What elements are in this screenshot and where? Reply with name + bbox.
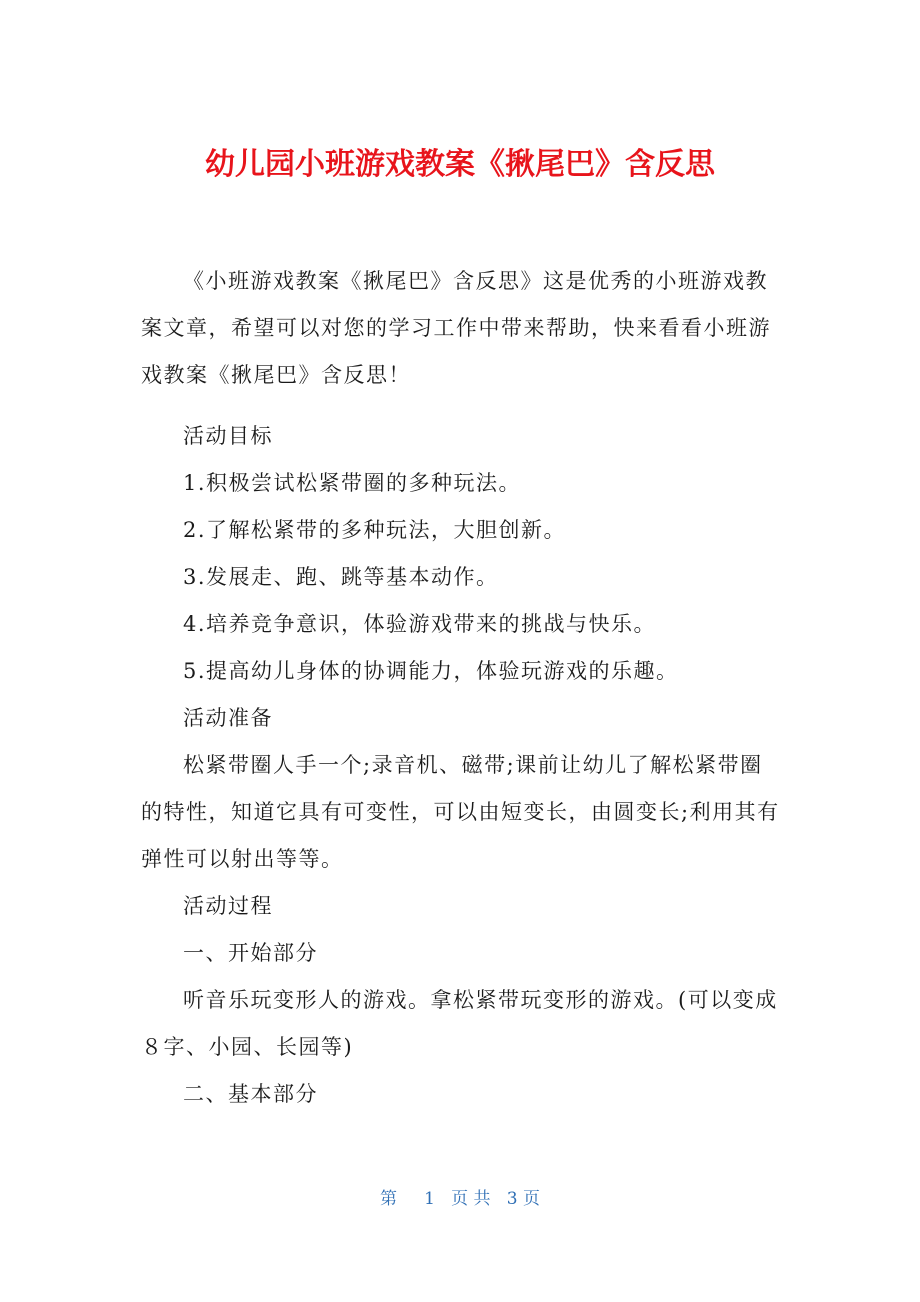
process-step-2-heading: 二、基本部分 <box>183 1082 318 1106</box>
page-title: 幼儿园小班游戏教案《揪尾巴》含反思 <box>205 147 715 182</box>
goal-item-3: 3.发展走、跑、跳等基本动作。 <box>183 565 499 589</box>
intro-paragraph: 《小班游戏教案《揪尾巴》含反思》这是优秀的小班游戏教案文章，希望可以对您的学习工作中带来帮助，快来看看小班游戏教案《揪尾巴》含反思！ <box>141 269 771 387</box>
page-footer <box>0 1184 920 1209</box>
section-heading-process: 活动过程 <box>183 894 273 918</box>
section-heading-preparation: 活动准备 <box>183 706 273 730</box>
process-step-1-paragraph: 听音乐玩变形人的游戏。拿松紧带玩变形的游戏。(可以变成８字、小园、长园等) <box>141 988 778 1059</box>
section-heading-goals: 活动目标 <box>183 424 273 448</box>
goal-item-2: 2.了解松紧带的多种玩法，大胆创新。 <box>183 518 567 542</box>
document-body <box>141 258 781 1118</box>
footer-total-pages: 3 <box>506 1189 518 1209</box>
process-step-1-heading: 一、开始部分 <box>183 941 318 965</box>
footer-label-pages: 页 <box>522 1189 540 1209</box>
footer-label-page: 第 <box>380 1189 398 1209</box>
goal-item-1: 1.积极尝试松紧带圈的多种玩法。 <box>183 471 522 495</box>
goal-item-5: 5.提高幼儿身体的协调能力，体验玩游戏的乐趣。 <box>183 659 679 683</box>
preparation-paragraph: 松紧带圈人手一个;录音机、磁带;课前让幼儿了解松紧带圈的特性，知道它具有可变性，可以由短变长，由圆变长;利用其有弹性可以射出等等。 <box>141 753 780 871</box>
footer-label-of: 页 共 <box>451 1189 491 1209</box>
goal-item-4: 4.培养竞争意识，体验游戏带来的挑战与快乐。 <box>183 612 657 636</box>
footer-current-page: 1 <box>424 1189 435 1209</box>
